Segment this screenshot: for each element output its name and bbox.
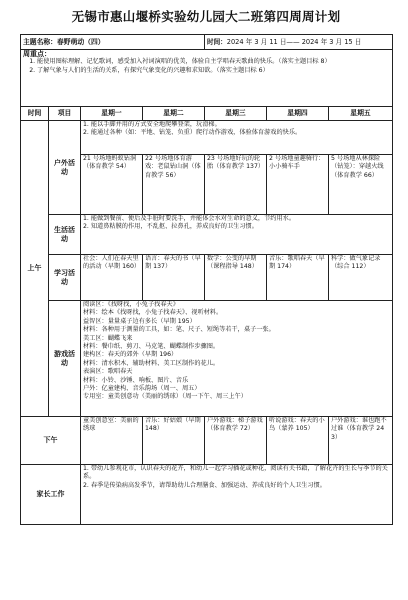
page-title: 无锡市惠山堰桥实验幼儿园大二班第四周周计划 — [71, 9, 341, 24]
outdoor-label: 户外活动 — [49, 121, 81, 215]
games-line: 专用室：童美创意功（美丽的绣球）（周一下午、周三上午） — [83, 393, 247, 401]
outdoor-friday: 5 号场地从林探险（钻笼）：穿越火线（体育教学 66） — [329, 155, 393, 215]
header-time: 时间 — [21, 107, 49, 121]
games-line: 表演区：歌唱春天 — [83, 368, 133, 376]
family-row — [21, 465, 393, 525]
games-line: 材料：小铃、沙锤、响板、图片、音乐 — [83, 376, 189, 384]
games-line: 材料：清水积木、辅助材料、美工区制作的花儿。 — [83, 359, 220, 367]
outdoor-wednesday: 23 号场地好玩的轮胎（体育教学 137） — [205, 155, 267, 215]
afternoon-row — [21, 417, 393, 465]
life-item-1: 1. 能做到餐前、便后及手脏时要洗手，并能体会水对生命的意义，节约用水。 — [83, 215, 296, 222]
learning-wednesday: 数学：公变的早期（课程指导 148） — [205, 255, 267, 301]
afternoon-friday: 户外游戏：谁也跑不过谁（体育教学 243） — [329, 417, 393, 465]
theme-cell — [21, 35, 205, 50]
life-row — [21, 215, 393, 255]
theme-label: 主题名称： — [23, 37, 57, 46]
games-line: 材料：餐巾纸、剪刀、马克笔、蝴蝶制作步骤图。 — [83, 343, 220, 351]
life-label: 生活活动 — [49, 215, 81, 255]
overview-row — [21, 50, 393, 107]
morning-label: 上午 — [21, 121, 49, 417]
plan-table — [20, 34, 393, 525]
outdoor-monday: 21 号场地蚂蚁钻洞（体育教学 54） — [81, 155, 143, 215]
learning-label: 学习活动 — [49, 255, 81, 301]
family-item-2: 2. 春季是传染病高发季节，请帮助幼儿合理膳食、加强运动、养成良好的个人卫生习惯。 — [83, 481, 326, 489]
games-line: 阅读区：《找呀找，小兔子找春天》 — [83, 301, 179, 308]
weekly-plan — [20, 6, 392, 525]
outdoor-thursday: 2 号场地童趣骑行：小小骑车手 — [267, 155, 329, 215]
afternoon-tuesday: 音乐：好姑娘（早期 148） — [143, 417, 205, 465]
header-friday: 星期五 — [329, 107, 393, 121]
header-thursday: 星期四 — [267, 107, 329, 121]
outdoor-goals — [81, 121, 393, 155]
life-item-2: 2. 知道鼻粘膜的作用，不乱抠、拉鼻孔，养成良好的卫生习惯。 — [83, 223, 258, 231]
header-item: 项目 — [49, 107, 81, 121]
time-value: 2024 年 3 月 11 日—— 2024 年 3 月 15 日 — [226, 37, 362, 46]
afternoon-wednesday: 户外游戏：梯子游戏（体育教学 72） — [205, 417, 267, 465]
games-content — [81, 301, 393, 417]
header-row — [21, 107, 393, 121]
afternoon-label: 下午 — [21, 417, 81, 465]
overview-item-2: 2. 了解气象与人们的生活的关系，有探究气象变化的兴趣和求知欲。（落实主题目标 6） — [29, 66, 269, 74]
games-label: 游戏活动 — [49, 301, 81, 417]
family-item-1: 1. 带幼儿参观花市，认识春天的花卉，和幼儿一起学习插花或种花，阅读有关书籍，了解花卉的生长与季节的关系。 — [83, 465, 388, 481]
theme-name: 春野萌动（四） — [56, 37, 105, 46]
afternoon-thursday: 听说游戏：春天的小鸟（蒙养 105） — [267, 417, 329, 465]
family-label: 家长工作 — [21, 465, 81, 525]
learning-row — [21, 255, 393, 301]
outdoor-goals-row — [21, 121, 393, 155]
learning-tuesday: 语言：春天的书（早期 137） — [143, 255, 205, 301]
games-line: 户外：亿童建构、音乐韵场（周一、周五） — [83, 385, 201, 393]
theme-row — [21, 35, 393, 50]
learning-thursday: 音乐：歌唱春天（早期 174） — [267, 255, 329, 301]
overview-item-1: 1. 能使用图标理解、记忆歌词，感受加入衬词演唱的优美，体验自主学唱春天歌曲的快乐。（落实主题目标 8） — [29, 58, 331, 66]
header-wednesday: 星期三 — [205, 107, 267, 121]
family-content — [81, 465, 393, 525]
header-monday: 星期一 — [81, 107, 143, 121]
games-line: 益智区：量量桌子边有多长（早期 195） — [83, 317, 196, 325]
afternoon-monday: 童美创意室：美丽的绣球 — [81, 417, 143, 465]
games-line: 材料：绘本《找呀找，小兔子找春天》、视听材料。 — [83, 309, 223, 317]
outdoor-tuesday: 22 号场地体育游戏：老鼠钻山洞（体育教学 56） — [143, 155, 205, 215]
outdoor-goal-1: 1. 能以手脚并用的方式安全地爬攀登架，玩滑梯。 — [83, 121, 221, 128]
time-cell — [205, 35, 393, 50]
overview-label: 周重点： — [23, 50, 51, 58]
overview-cell — [21, 50, 393, 107]
learning-monday: 社会：人们在春天里的活动（早期 160） — [81, 255, 143, 301]
games-line: 美工区：蝴蝶飞来 — [83, 334, 133, 342]
games-row — [21, 301, 393, 417]
header-tuesday: 星期二 — [143, 107, 205, 121]
time-label: 时间： — [207, 37, 227, 46]
life-content — [81, 215, 393, 255]
games-line: 材料：各种用于测量的工具，如：笔、尺子、短绳等若干，桌子一张。 — [83, 326, 275, 334]
learning-friday: 科学：做气象记录（综合 112） — [329, 255, 393, 301]
outdoor-goal-2: 2. 能通过各种（如：平地、钻笼、负重）爬行动作游戏，体验体育游戏的快乐。 — [83, 129, 302, 137]
games-line: 建构区：春天的郊外（早期 196） — [83, 351, 178, 359]
